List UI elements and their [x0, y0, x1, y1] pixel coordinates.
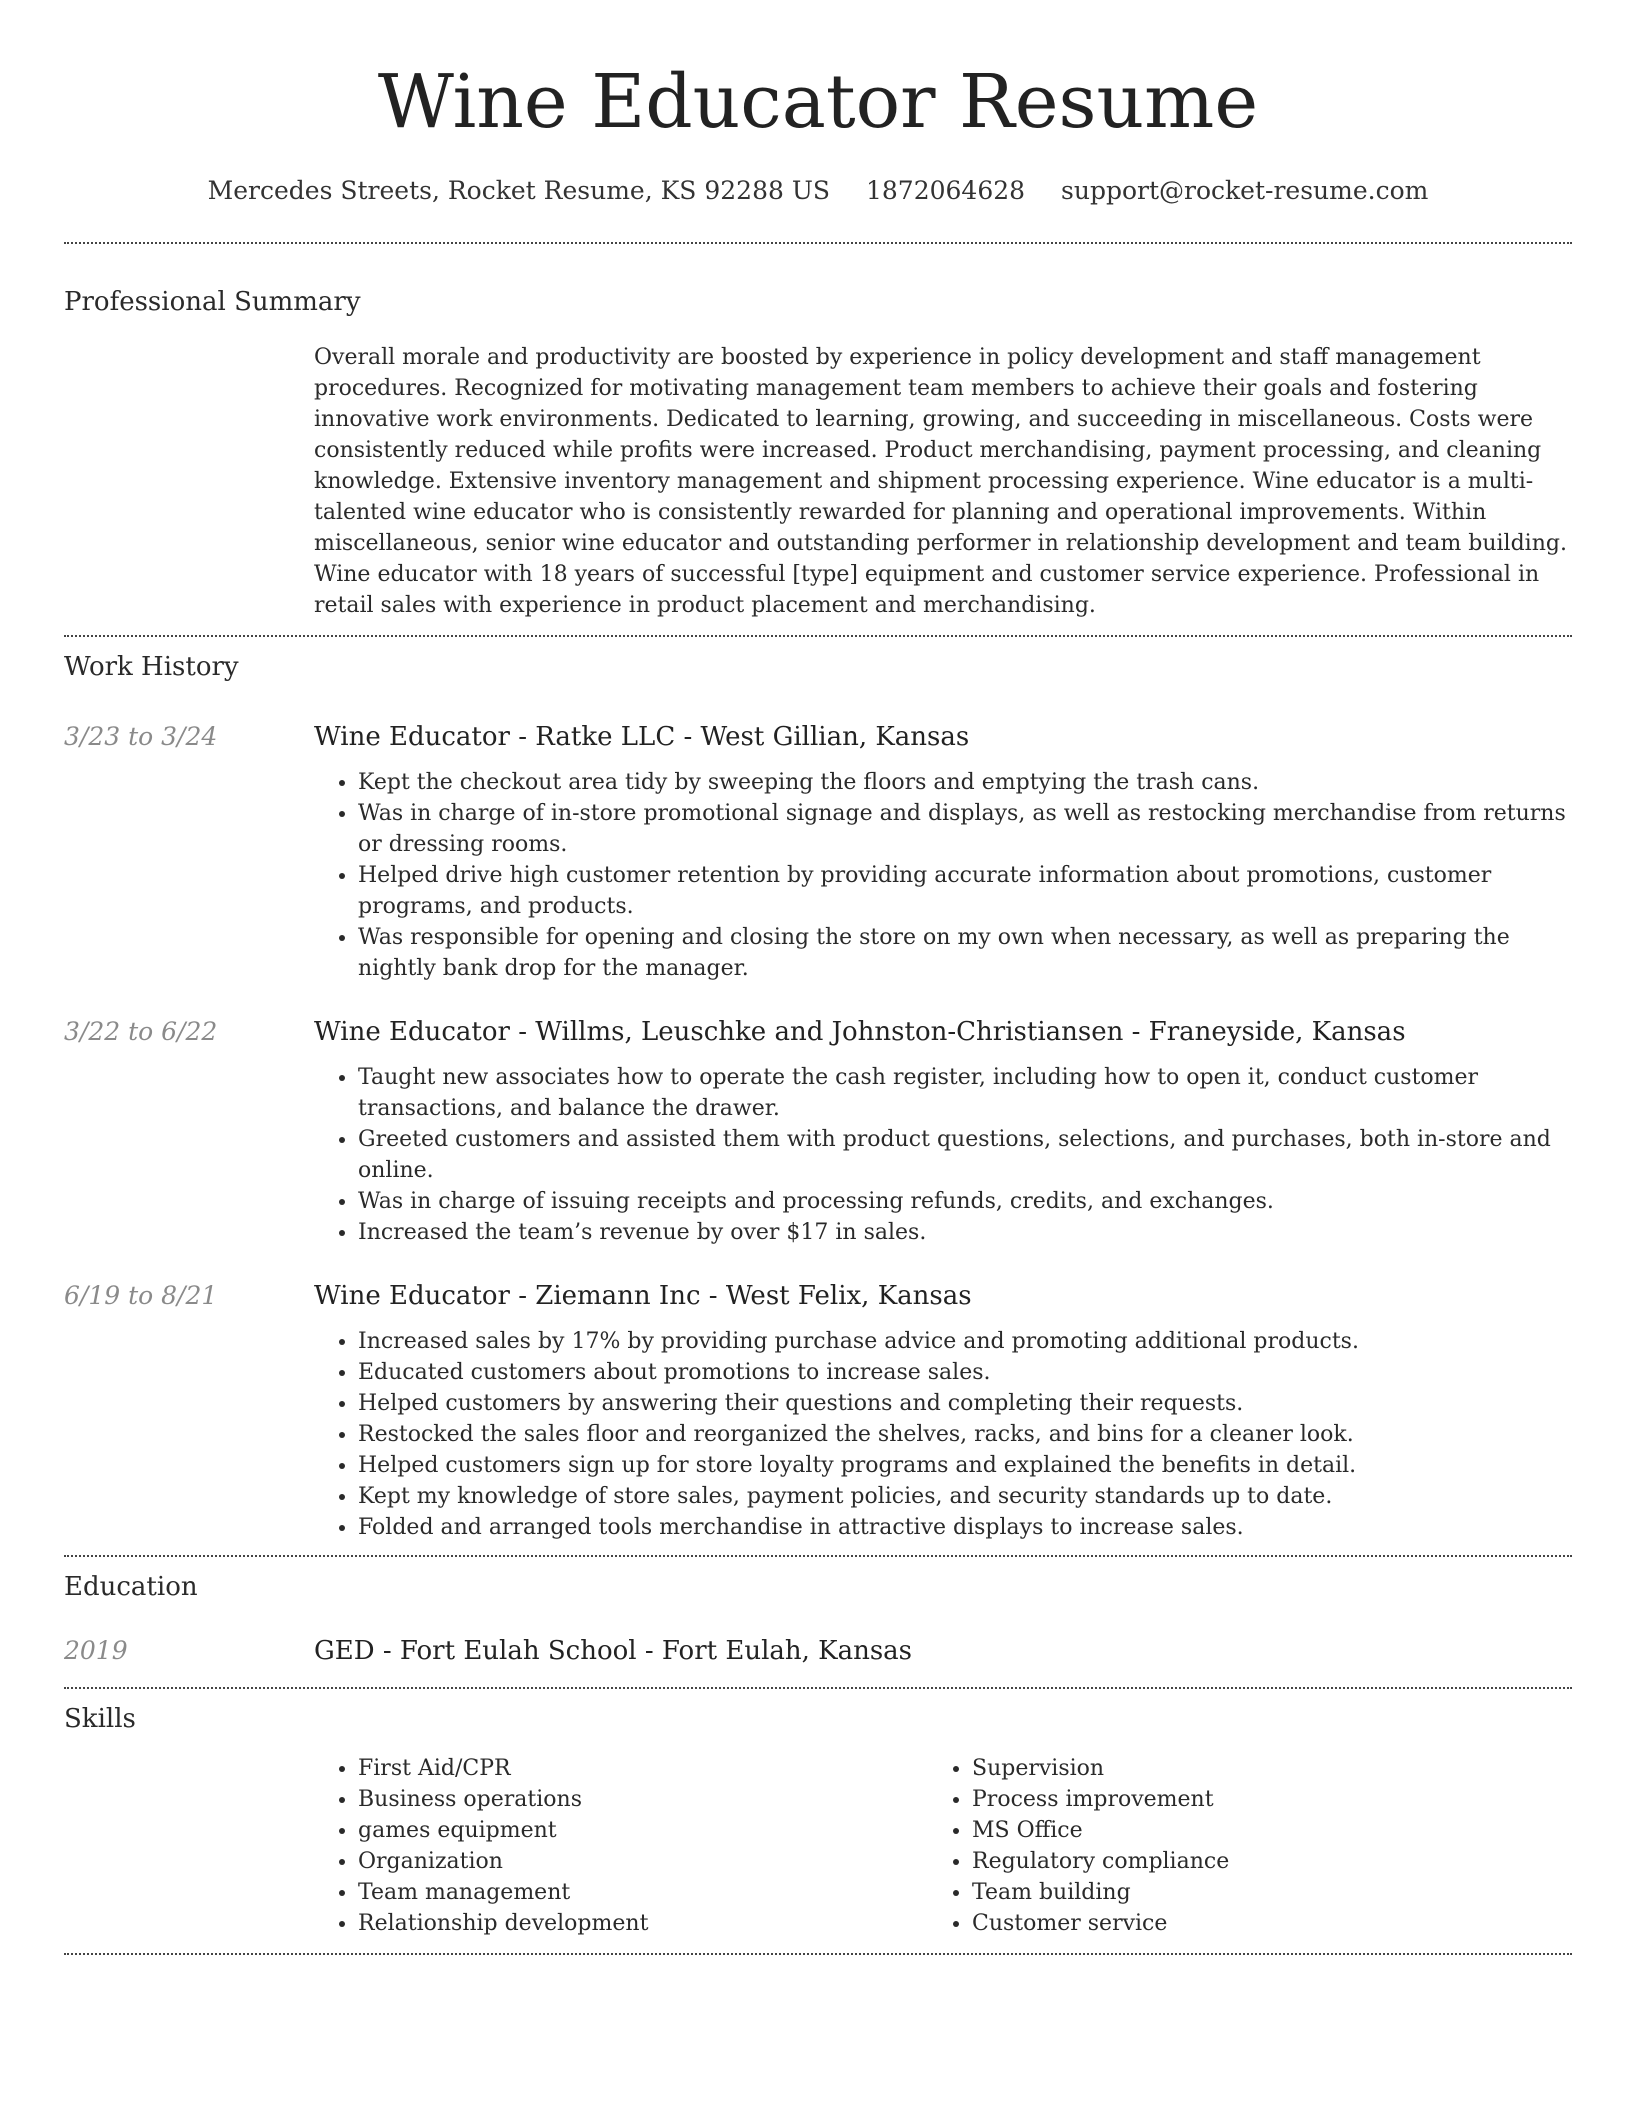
work-history-section [64, 637, 1572, 1555]
job-title: Wine Educator - Willms, Leuschke and Johnston-Christiansen - Franeyside, Kansas [314, 1017, 1406, 1047]
skill-item: • Team management [358, 1877, 928, 1908]
list-item: • Was responsible for opening and closing the store on my own when necessary, as well as preparing the nightly bank drop for the manager. [358, 922, 1572, 984]
skill-item: • MS Office [972, 1815, 1542, 1846]
list-item: • Helped customers by answering their questions and completing their requests. [358, 1388, 1572, 1419]
resume-page [64, 0, 1572, 1955]
skill-item: • First Aid/CPR [358, 1753, 928, 1784]
summary-heading: Professional Summary [64, 287, 361, 317]
skill-item: • Relationship development [358, 1908, 928, 1939]
list-item: • Increased sales by 17% by providing purchase advice and promoting additional products. [358, 1326, 1572, 1357]
list-item: • Folded and arranged tools merchandise in attractive displays to increase sales. [358, 1512, 1572, 1543]
summary-section [64, 244, 1572, 635]
job-bullets [314, 1326, 1572, 1543]
skill-item: • Business operations [358, 1784, 928, 1815]
list-item: • Kept the checkout area tidy by sweeping the floors and emptying the trash cans. [358, 767, 1572, 798]
job-bullets [314, 1062, 1572, 1248]
skill-item: • Customer service [972, 1908, 1542, 1939]
job-entry [64, 1014, 1572, 1248]
divider [64, 1953, 1572, 1955]
contact-email: support@rocket-resume.com [1061, 176, 1429, 205]
contact-address: Mercedes Streets, Rocket Resume, KS 92288 US [207, 176, 831, 205]
list-item: • Increased the team’s revenue by over $17 in sales. [358, 1217, 1572, 1248]
list-item: • Educated customers about promotions to increase sales. [358, 1357, 1572, 1388]
skills-heading: Skills [64, 1704, 136, 1734]
list-item: • Was in charge of in-store promotional signage and displays, as well as restocking merchandise from returns or dressing rooms. [358, 798, 1572, 860]
education-heading: Education [64, 1572, 198, 1602]
job-dates: 6/19 to 8/21 [64, 1281, 218, 1310]
skill-item: • Organization [358, 1846, 928, 1877]
job-entry [64, 1278, 1572, 1543]
list-item: • Taught new associates how to operate the cash register, including how to open it, conduct customer transactions, and balance the drawer. [358, 1062, 1572, 1124]
summary-text: Overall morale and productivity are boosted by experience in policy development and staff management procedures. Recognized for motivating management team members to achieve their goals and fostering innovative work environments. Dedicated to learning, growing, and succeeding in miscellaneous. Costs were consistently reduced while profits were increased. Product merchandising, payment processing, and cleaning knowledge. Extensive inventory management and shipment processing experience. Wine educator is a multi-talented wine educator who is consistently rewarded for planning and operational improvements. Within miscellaneous, senior wine educator and outstanding performer in relationship development and team building. Wine educator with 18 years of successful [type] equipment and customer service experience. Professional in retail sales with experience in product placement and merchandising. [314, 345, 1567, 618]
job-title: Wine Educator - Ziemann Inc - West Felix, Kansas [314, 1281, 972, 1311]
skill-item: • Regulatory compliance [972, 1846, 1542, 1877]
work-history-heading: Work History [64, 652, 239, 682]
job-dates: 3/22 to 6/22 [64, 1017, 218, 1046]
skill-item: • games equipment [358, 1815, 928, 1846]
list-item: • Helped drive high customer retention by providing accurate information about promotions, customer programs, and products. [358, 860, 1572, 922]
contact-line [64, 174, 1572, 208]
skill-item: • Supervision [972, 1753, 1542, 1784]
skills-section [64, 1689, 1572, 1939]
list-item: • Helped customers sign up for store loyalty programs and explained the benefits in detail. [358, 1450, 1572, 1481]
skill-item: • Process improvement [972, 1784, 1542, 1815]
list-item: • Restocked the sales floor and reorganized the shelves, racks, and bins for a cleaner look. [358, 1419, 1572, 1450]
job-bullets [314, 767, 1572, 984]
list-item: • Kept my knowledge of store sales, payment policies, and security standards up to date. [358, 1481, 1572, 1512]
job-dates: 3/23 to 3/24 [64, 722, 218, 751]
education-section [64, 1557, 1572, 1669]
education-entry: GED - Fort Eulah School - Fort Eulah, Kansas [314, 1636, 913, 1666]
list-item: • Greeted customers and assisted them with product questions, selections, and purchases, both in-store and online. [358, 1124, 1572, 1186]
job-entry [64, 719, 1572, 984]
skill-item: • Team building [972, 1877, 1542, 1908]
contact-phone: 1872064628 [866, 176, 1026, 205]
job-title: Wine Educator - Ratke LLC - West Gillian, Kansas [314, 722, 970, 752]
skills-list-left [314, 1753, 928, 1939]
education-year: 2019 [64, 1636, 128, 1665]
list-item: • Was in charge of issuing receipts and processing refunds, credits, and exchanges. [358, 1186, 1572, 1217]
skills-list-right [928, 1753, 1542, 1939]
resume-title: Wine Educator Resume [377, 59, 1259, 145]
